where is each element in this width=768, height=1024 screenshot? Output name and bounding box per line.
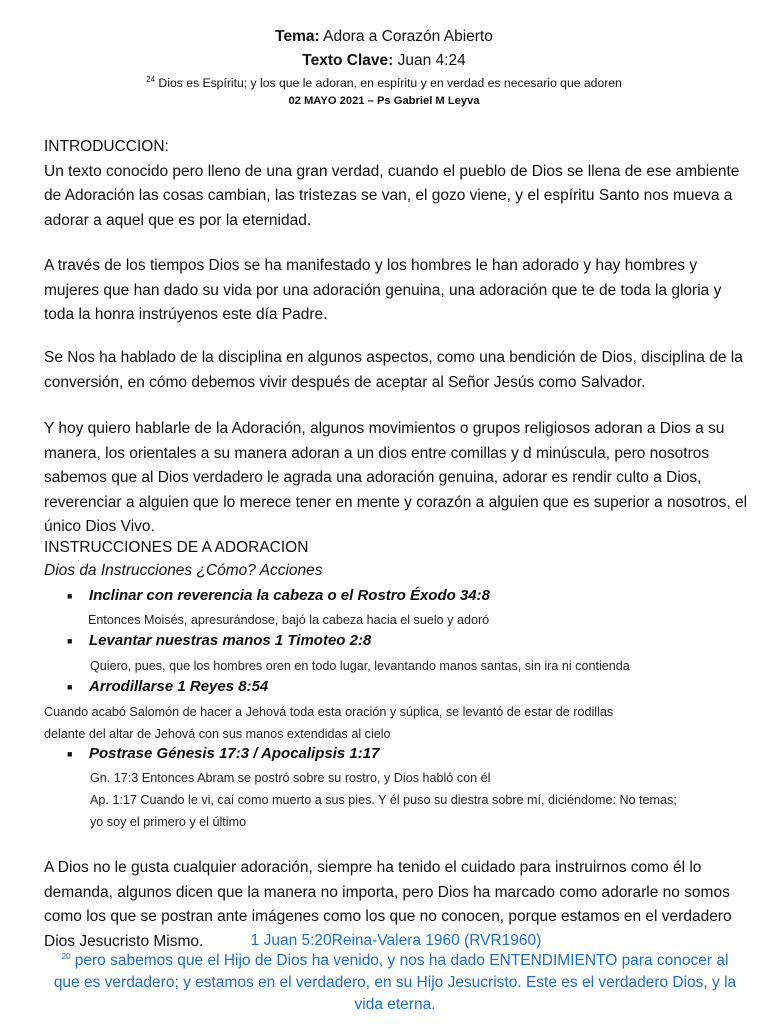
section-subtitle: Dios da Instrucciones ¿Cómo? Acciones xyxy=(44,562,323,579)
instruction-item-prostrate xyxy=(67,745,379,762)
closing-paragraph: A Dios no le gusta cualquier adoración, siempre ha tenido el cuidado para instruirnos como él lo demanda, algunos dicen que la manera no importa, pero Dios ha marcado como adorarle no somos como los que se postran ante imágenes como los que no conocen, porque estamos en el verdadero Dios Jesucristo Mismo. xyxy=(44,859,732,950)
verse-text: Dios es Espíritu; y los que le adoran, en espíritu y en verdad es necesario que adoren xyxy=(155,76,622,90)
scripture-quote xyxy=(44,701,744,745)
intro-paragraph-3: Se Nos ha hablado de la disciplina en algunos aspectos, como una bendición de Dios, disciplina de la conversión, en cómo debemos vivir después de aceptar al Señor Jesús como Salvador. xyxy=(44,349,743,391)
scripture-quote: Quiero, pues, que los hombres oren en todo lugar, levantando manos santas, sin ira ni contienda xyxy=(90,659,630,673)
verse-number: 20 xyxy=(61,951,71,961)
bible-quote xyxy=(50,950,740,1016)
key-text xyxy=(0,52,768,70)
intro-paragraph-4: Y hoy quiero hablarle de la Adoración, algunos movimientos o grupos religiosos adoran a Dios a su manera, los orientales a su manera adoran a un dios entre comillas y d minúscula, pero nosotros sabemos que al Dios verdadero le agrada una adoración genuina, adorar es rendir culto a Dios, reverenciar a alguien que lo merece tener en mente y corazón a alguien que es superior a nosotros, el único Dios Vivo. xyxy=(44,420,748,536)
sermon-theme xyxy=(0,28,768,46)
theme-value: Adora a Corazón Abierto xyxy=(319,28,493,45)
bible-reference-link[interactable]: 1 Juan 5:20Reina-Valera 1960 (RVR1960) xyxy=(250,932,542,949)
scripture-line: yo soy el primero y el último xyxy=(90,815,247,829)
theme-label: Tema: xyxy=(275,28,320,45)
date-author-line: 02 MAYO 2021 – Ps Gabriel M Leyva xyxy=(288,95,480,107)
square-bullet-icon: ■ xyxy=(67,591,73,602)
instruction-item-bow xyxy=(67,587,490,604)
key-verse xyxy=(0,76,768,90)
intro-text-1: Un texto conocido pero lleno de una gran verdad, cuando el pueblo de Dios se llena de ese ambiente de Adoración las cosas cambian, las tristezas se van, el gozo viene, y el espíritu Santo nos mueva a adorar a aquel que es por la eternidad. xyxy=(44,162,740,229)
intro-paragraph-2: A través de los tiempos Dios se ha manifestado y los hombres le han adorado y hay hombres y mujeres que han dado su vida por una adoración genuina, una adoración que te de toda la gloria y toda la honra instrúyenos este día Padre. xyxy=(44,257,722,324)
instruction-label: Postrase Génesis 17:3 / Apocalipsis 1:17 xyxy=(89,745,380,762)
intro-heading: INTRODUCCION: xyxy=(44,138,169,155)
verse-number: 24 xyxy=(146,74,156,84)
square-bullet-icon: ■ xyxy=(67,749,73,760)
instruction-label: Arrodillarse 1 Reyes 8:54 xyxy=(89,678,269,695)
key-text-value: Juan 4:24 xyxy=(393,52,466,69)
scripture-quote xyxy=(90,767,750,833)
instruction-item-raise-hands xyxy=(67,632,371,649)
instruction-item-kneel xyxy=(67,678,268,695)
instruction-label: Levantar nuestras manos 1 Timoteo 2:8 xyxy=(89,632,372,649)
scripture-quote: Entonces Moisés, apresurándose, bajó la cabeza hacia el suelo y adoró xyxy=(88,613,490,627)
key-text-label: Texto Clave: xyxy=(302,52,394,69)
scripture-line: Cuando acabó Salomón de hacer a Jehová toda esta oración y súplica, se levantó de estar de rodillas xyxy=(44,705,614,719)
scripture-line: delante del altar de Jehová con sus manos extendidas al cielo xyxy=(44,727,391,741)
instruction-label: Inclinar con reverencia la cabeza o el Rostro Éxodo 34:8 xyxy=(89,587,490,604)
square-bullet-icon: ■ xyxy=(67,636,73,647)
square-bullet-icon: ■ xyxy=(67,682,73,693)
intro-paragraph-1 xyxy=(44,135,754,233)
scripture-line: Ap. 1:17 Cuando le vi, caí como muerto a sus pies. Y él puso su diestra sobre mí, diciéndome: No temas; xyxy=(90,793,677,807)
scripture-line: Gn. 17:3 Entonces Abram se postró sobre su rostro, y Dios habló con él xyxy=(90,771,491,785)
section-title: INSTRUCCIONES DE A ADORACION xyxy=(44,539,309,556)
bible-quote-text: pero sabemos que el Hijo de Dios ha venido, y nos ha dado ENTENDIMIENTO para conocer al que es verdadero; y estamos en el verdadero, en su Hijo Jesucristo. Este es el verdadero Dios, y la vida eterna. xyxy=(53,952,737,1013)
